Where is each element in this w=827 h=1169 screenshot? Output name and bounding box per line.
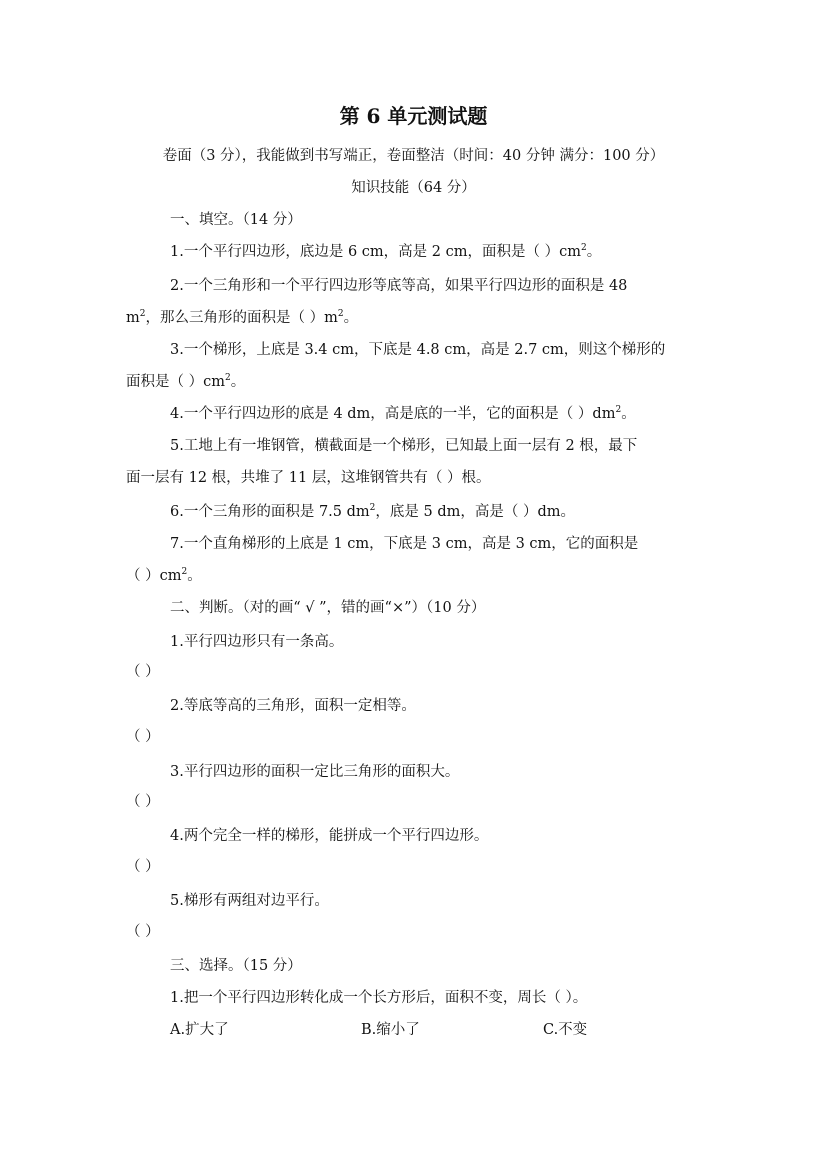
option-b: B.缩小了 <box>361 1022 420 1038</box>
judgment-item: 4.两个完全一样的梯形，能拼成一个平行四边形。 <box>170 828 489 844</box>
option-a: A.扩大了 <box>170 1022 229 1038</box>
question-5-line-2: 面一层有 12 根，共堆了 11 层，这堆钢管共有（ ）根。 <box>126 470 491 486</box>
question-3-line-1: 3.一个梯形，上底是 3.4 cm，下底是 4.8 cm，高是 2.7 cm，则这个梯形的 <box>170 342 666 358</box>
judgment-item: 1.平行四边形只有一条高。 <box>170 634 344 650</box>
answer-paren: （ ） <box>126 664 160 680</box>
section-subtitle: 知识技能（64 分） <box>351 180 476 196</box>
question-7-line-1: 7.一个直角梯形的上底是 1 cm，下底是 3 cm，高是 3 cm，它的面积是 <box>170 536 639 552</box>
judgment-item: 5.梯形有两组对边平行。 <box>170 893 329 909</box>
page-title: 第 6 单元测试题 <box>339 104 488 128</box>
question-2-line-1: 2.一个三角形和一个平行四边形等底等高，如果平行四边形的面积是 48 <box>170 278 628 294</box>
header-note: 卷面（3 分），我能做到书写端正，卷面整洁（时间：40 分钟 满分：100 分） <box>162 148 665 164</box>
question-6: 6.一个三角形的面积是 7.5 $dm^2$，底是 5 dm，高是（ ）dm。 <box>170 503 576 520</box>
option-c: C.不变 <box>543 1022 588 1038</box>
question-2-line-2: $m^2$，那么三角形的面积是（ ）$m^2$。 <box>126 309 359 326</box>
section-heading: 一、填空。（14 分） <box>170 212 302 228</box>
section-heading: 三、选择。（15 分） <box>170 958 302 974</box>
question-1: 1.一个平行四边形，底边是 6 cm，高是 2 cm，面积是（ ）$cm^2$。 <box>170 243 602 260</box>
question-4: 4.一个平行四边形的底是 4 dm，高是底的一半，它的面积是（ ）$dm^2$。 <box>170 405 636 422</box>
judgment-item: 3.平行四边形的面积一定比三角形的面积大。 <box>170 764 460 780</box>
answer-paren: （ ） <box>126 859 160 875</box>
section-heading: 二、判断。（对的画“ √ ”，错的画“×”）（10 分） <box>170 600 486 616</box>
judgment-item: 2.等底等高的三角形，面积一定相等。 <box>170 698 416 714</box>
question-3-line-2: 面积是（ ）$cm^2$。 <box>126 373 246 390</box>
question-5-line-1: 5.工地上有一堆钢管，横截面是一个梯形，已知最上面一层有 2 根，最下 <box>170 438 638 454</box>
question-7-line-2: （ ）$cm^2$。 <box>126 567 202 584</box>
answer-paren: （ ） <box>126 794 160 810</box>
answer-paren: （ ） <box>126 924 160 940</box>
answer-paren: （ ） <box>126 729 160 745</box>
choice-question-1: 1.把一个平行四边形转化成一个长方形后，面积不变，周长（ ）。 <box>170 990 588 1006</box>
